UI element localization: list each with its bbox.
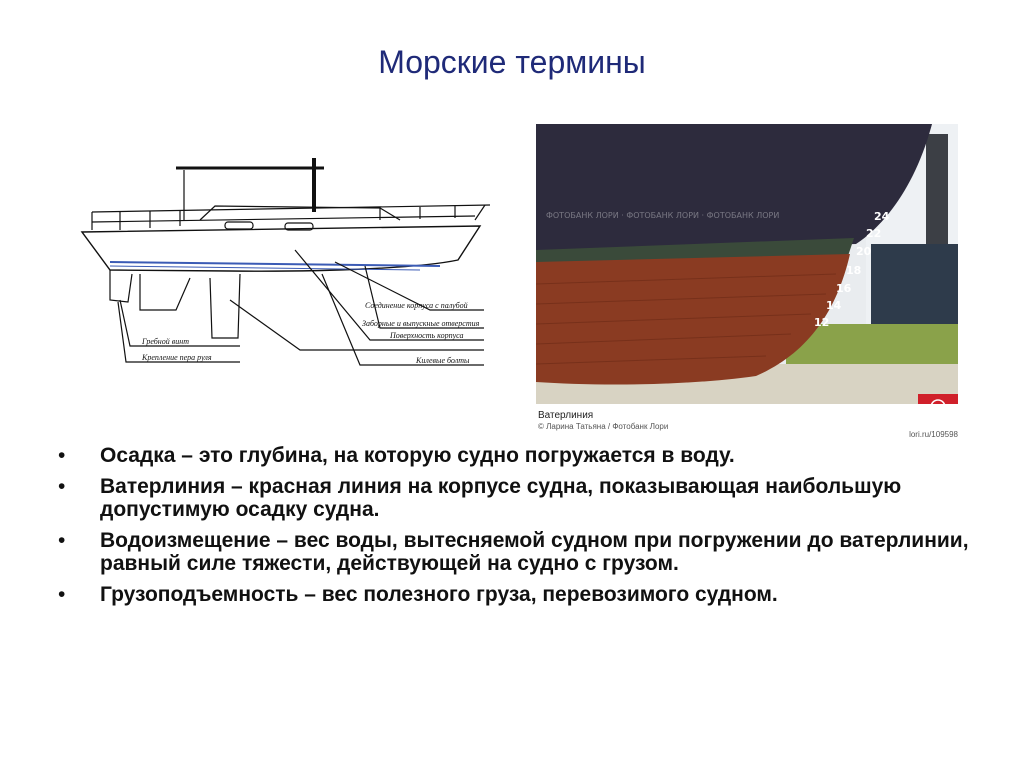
list-item: [58, 529, 988, 575]
label-rudder-mount: Крепление пера руля: [142, 353, 212, 362]
definitions-list: [58, 444, 988, 614]
bullet-marker: •: [58, 583, 66, 606]
label-keel-bolts: Килевые болты: [416, 356, 470, 365]
sailboat-diagram: [80, 150, 505, 380]
bullet-marker: •: [58, 475, 66, 498]
railing: [92, 205, 490, 212]
bullet-text: Грузоподъемность – вес полезного груза, перевозимого судном.: [100, 583, 778, 606]
list-item: [58, 444, 988, 467]
slide-title: Морские термины: [378, 44, 646, 80]
caption-title: Ватерлиния: [538, 410, 594, 421]
label-hull-deck-joint: Соединение корпуса с палубой: [365, 301, 468, 310]
bullet-marker: •: [58, 529, 66, 552]
list-item: [58, 475, 988, 521]
bullet-text: Осадка – это глубина, на которую судно погружается в воду.: [100, 444, 735, 467]
caption-ref: lori.ru/109598: [909, 430, 958, 439]
draft-mark: 16: [836, 282, 852, 295]
watermark: ФОТОБАНК ЛОРИ · ФОТОБАНК ЛОРИ · ФОТОБАНК ЛОРИ: [546, 211, 780, 220]
bullet-marker: •: [58, 444, 66, 467]
label-scupper-outlets: Заборные и выпускные отверстия: [362, 319, 480, 328]
draft-mark: 20: [856, 245, 872, 258]
ship-hull-photo: [536, 124, 958, 434]
label-hull-surface: Поверхность корпуса: [390, 331, 464, 340]
draft-mark: 22: [866, 227, 882, 240]
draft-mark: 18: [846, 264, 862, 277]
photo-caption: [536, 404, 958, 439]
waterline-stripe: [110, 262, 440, 266]
bullet-text: Водоизмещение – вес воды, вытесняемой судном при погружении до ватерлинии, равный силе тяжести, действующей на судно с грузом.: [100, 529, 969, 575]
caption-credit: © Ларина Татьяна / Фотобанк Лори: [538, 422, 669, 431]
draft-mark: 14: [826, 299, 842, 312]
chimney: [926, 134, 948, 244]
keel: [140, 274, 240, 338]
draft-mark: 12: [814, 316, 830, 329]
draft-mark: 24: [874, 210, 890, 223]
label-propeller: Гребной винт: [142, 337, 189, 346]
bullet-text: Ватерлиния – красная линия на корпусе судна, показывающая наибольшую допустимую осадку судна.: [100, 475, 902, 521]
list-item: [58, 583, 988, 606]
